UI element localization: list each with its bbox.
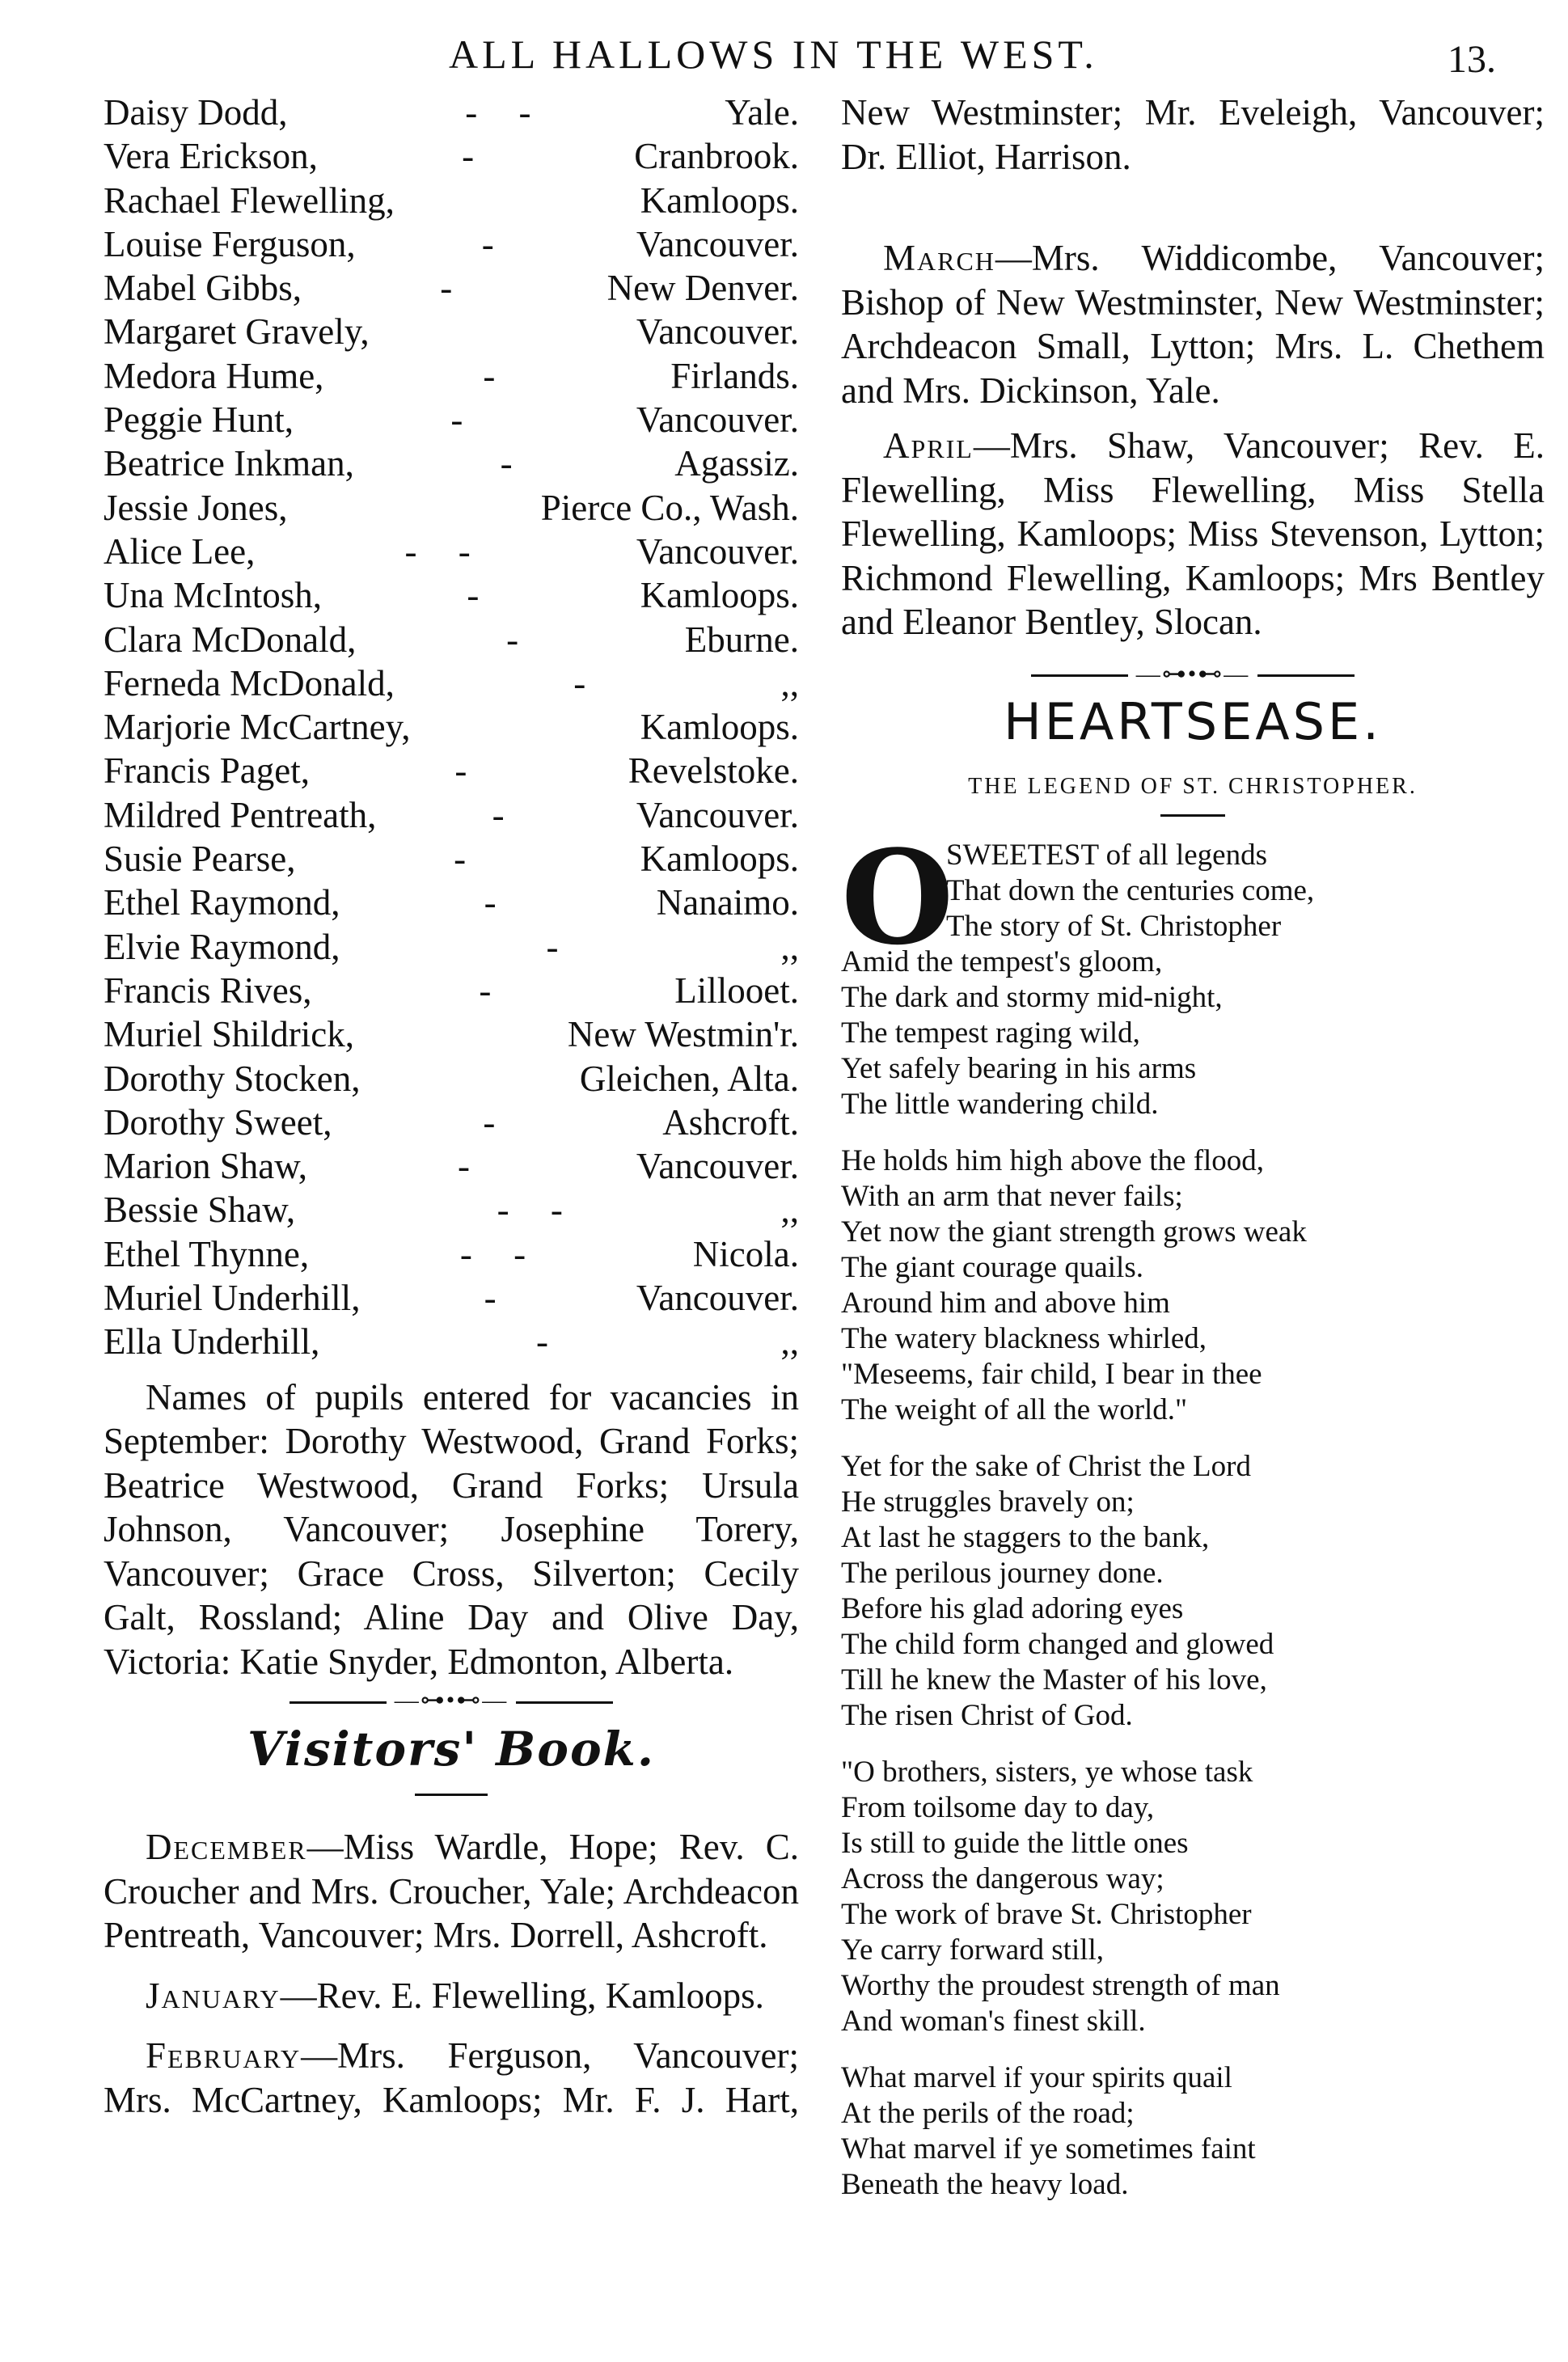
poem-stanza: [841, 1755, 1545, 2039]
poem-line: He struggles bravely on;: [841, 1485, 1135, 1519]
poem-line: With an arm that never fails;: [841, 1179, 1183, 1213]
pupil-row: [104, 1057, 799, 1101]
poem-line: "Meseems, fair child, I bear in thee: [841, 1357, 1262, 1391]
leader-dash: - -: [404, 530, 487, 572]
pupil-row: [104, 134, 799, 178]
pupil-place: Firlands.: [670, 355, 799, 396]
pupil-place: Lillooet.: [674, 970, 799, 1011]
poem-line: The weight of all the world.": [841, 1392, 1188, 1426]
pupil-name: Clara McDonald,: [104, 619, 357, 660]
poem-line: That down the centuries come,: [946, 873, 1315, 907]
pupil-name: Dorothy Sweet,: [104, 1101, 332, 1143]
leader-dash: - -: [465, 92, 547, 133]
poem-line: The little wandering child.: [841, 1087, 1159, 1121]
leader-dash: -: [457, 1146, 486, 1187]
visitor-text: —Mrs. Ferguson, Vancouver; Mrs. McCartney, Kamloops; Mr. F. J. Hart,: [104, 2035, 799, 2120]
leader-dash: -: [484, 1278, 513, 1319]
leader-dash: -: [450, 399, 480, 441]
pupil-place: Vancouver.: [636, 794, 799, 835]
february-continuation-text: [841, 91, 1545, 179]
pupil-place: Cranbrook.: [634, 136, 799, 177]
pupil-name: Louise Ferguson,: [104, 223, 356, 264]
visitor-entry: [841, 236, 1545, 412]
leader-dash: -: [484, 882, 513, 923]
visitor-text: —Mrs. Shaw, Vancouver; Rev. E. Flewelling, Miss Flewelling, Miss Stella Flewelling, Kamloops; Miss Stevenson, Lytton; Richmond Flewelling, Kamloops; Mrs Bentley and Eleanor Bentley, Slocan.: [841, 425, 1545, 642]
pupil-name: Jessie Jones,: [104, 487, 288, 528]
visitor-text: —Rev. E. Flewelling, Kamloops.: [280, 1975, 764, 2016]
visitors-entries-left: [104, 1825, 799, 2123]
poem-line: The perilous journey done.: [841, 1556, 1164, 1590]
pupil-row: [104, 661, 799, 705]
pupil-name: Margaret Gravely,: [104, 311, 370, 353]
pupil-place: Kamloops.: [640, 839, 799, 880]
right-column: [841, 91, 1545, 2224]
poem-line: Before his glad adoring eyes: [841, 1591, 1184, 1625]
pupil-name: Ella Underhill,: [104, 1321, 320, 1363]
pupil-place: Vancouver.: [636, 530, 799, 572]
poem-line: "O brothers, sisters, ye whose task: [841, 1755, 1253, 1789]
pupil-row: [104, 486, 799, 530]
drop-cap-o: O: [841, 821, 954, 974]
pupil-place: Vancouver.: [636, 311, 799, 353]
poem-line: Beneath the heavy load.: [841, 2167, 1129, 2201]
pupil-list: [104, 91, 799, 1364]
leader-dash: -: [483, 355, 512, 396]
pupil-row: [104, 1320, 799, 1363]
pupil-name: Marjorie McCartney,: [104, 707, 411, 748]
heartsease-title: HEARTSEASE.: [1004, 691, 1382, 751]
pupil-place: ,,: [780, 1321, 799, 1363]
rule-line: [1257, 674, 1355, 677]
pupil-place: Vancouver.: [636, 399, 799, 441]
pupil-place: Eburne.: [684, 619, 799, 660]
visitor-text: —Mrs. Widdicombe, Vancouver; Bishop of New Westminster, New Westminster; Archdeacon Small, Lytton; Mrs. L. Chethem and Mrs. Dickinson, Yale.: [841, 238, 1545, 411]
pupil-name: Medora Hume,: [104, 355, 324, 396]
pupil-row: [104, 969, 799, 1012]
pupil-row: [104, 837, 799, 881]
leader-dash: -: [500, 443, 529, 484]
visitors-book-title: Visitors' Book.: [247, 1722, 656, 1777]
ornament-glyph: —⊶•⊷—: [394, 1687, 509, 1714]
poem-line: Till he knew the Master of his love,: [841, 1663, 1267, 1696]
rule-line: [516, 1701, 613, 1704]
visitor-month: March: [883, 238, 995, 278]
poem-line: He holds him high above the flood,: [841, 1143, 1265, 1177]
poem-line: The giant courage quails.: [841, 1250, 1143, 1284]
visitor-month: February: [146, 2035, 302, 2077]
pupil-row: [104, 1188, 799, 1232]
pupil-place: Kamloops.: [640, 707, 799, 748]
pupil-name: Francis Paget,: [104, 750, 310, 792]
pupil-place: Gleichen, Alta.: [579, 1058, 799, 1099]
pupil-place: Ashcroft.: [662, 1101, 799, 1143]
pupil-place: ,,: [780, 926, 799, 967]
poem-line: At last he staggers to the bank,: [841, 1520, 1210, 1554]
pupil-row: [104, 1276, 799, 1320]
pupil-row: [104, 398, 799, 442]
pupil-place: Revelstoke.: [628, 750, 799, 792]
poem-line: And woman's finest skill.: [841, 2004, 1146, 2038]
rule-line: [1031, 674, 1128, 677]
pupil-row: [104, 573, 799, 617]
pupil-row: [104, 705, 799, 749]
pupil-row: [104, 1101, 799, 1144]
poem-line: Across the dangerous way;: [841, 1861, 1164, 1895]
pupil-row: [104, 354, 799, 398]
pupil-place: Nicola.: [692, 1233, 799, 1274]
poem-line: The watery blackness whirled,: [841, 1321, 1207, 1355]
visitor-entry: [104, 1974, 799, 2018]
page-header: [0, 31, 1568, 87]
pupil-row: [104, 618, 799, 661]
pupil-place: Pierce Co., Wash.: [540, 487, 799, 528]
pupil-name: Elvie Raymond,: [104, 926, 340, 967]
pupil-row: [104, 793, 799, 837]
poem-line: The child form changed and glowed: [841, 1627, 1274, 1661]
running-title: ALL HALLOWS IN THE WEST.: [449, 32, 1098, 77]
poem-line: SWEETEST of all legends: [946, 838, 1267, 872]
title-rule: [415, 1794, 488, 1796]
leader-dash: -: [535, 1321, 564, 1363]
pupil-row: [104, 91, 799, 134]
poem-line: Worthy the proudest strength of man: [841, 1968, 1280, 2002]
pupil-place: New Westmin'r.: [567, 1014, 799, 1055]
visitor-entry-february-continued: [841, 91, 1545, 225]
pupil-place: Vancouver.: [636, 1146, 799, 1187]
pupil-row: [104, 530, 799, 573]
pupil-name: Ferneda McDonald,: [104, 662, 395, 704]
pupil-name: Bessie Shaw,: [104, 1189, 296, 1231]
leader-dash: - -: [497, 1189, 579, 1231]
poem-line: Yet safely bearing in his arms: [841, 1051, 1197, 1085]
pupil-name: Una McIntosh,: [104, 575, 322, 616]
poem: [841, 821, 1545, 2203]
pupil-place: Vancouver.: [636, 1278, 799, 1319]
leader-dash: -: [481, 223, 510, 264]
leader-dash: -: [506, 619, 535, 660]
pupil-place: Vancouver.: [636, 223, 799, 264]
leader-dash: -: [462, 136, 491, 177]
pupil-place: ,,: [780, 1189, 799, 1231]
pupil-row: [104, 310, 799, 353]
pupil-row: [104, 222, 799, 266]
pupil-name: Ethel Raymond,: [104, 882, 340, 923]
leader-dash: -: [454, 750, 484, 792]
ornament-divider: [841, 662, 1545, 687]
poem-line: The work of brave St. Christopher: [841, 1897, 1252, 1931]
poem-stanza: [841, 1449, 1545, 1734]
poem-line: The tempest raging wild,: [841, 1016, 1140, 1050]
poem-line: What marvel if your spirits quail: [841, 2060, 1232, 2094]
visitor-month: April: [883, 425, 974, 466]
pupil-name: Muriel Shildrick,: [104, 1014, 354, 1055]
subtitle-rule: [1160, 814, 1225, 817]
visitor-month: December: [146, 1827, 307, 1868]
poem-line: Yet now the giant strength grows weak: [841, 1215, 1307, 1249]
visitor-entry: [841, 424, 1545, 644]
left-column: [104, 91, 799, 2123]
pupil-name: Dorothy Stocken,: [104, 1058, 361, 1099]
pupil-place: Nanaimo.: [656, 882, 799, 923]
poem-subtitle: THE LEGEND OF ST. CHRISTOPHER.: [968, 773, 1418, 799]
pupil-place: Kamloops.: [640, 180, 799, 221]
page-number: 13.: [1448, 38, 1496, 81]
poem-stanza: [841, 2060, 1545, 2203]
pupil-name: Vera Erickson,: [104, 136, 318, 177]
leader-dash: -: [492, 794, 521, 835]
pupil-row: [104, 266, 799, 310]
rule-line: [290, 1701, 387, 1704]
leader-dash: -: [479, 970, 508, 1011]
pupil-name: Alice Lee,: [104, 530, 256, 572]
pupil-place: Yale.: [725, 92, 799, 133]
visitor-entry: [104, 1825, 799, 1958]
leader-dash: -: [454, 839, 483, 880]
pupil-row: [104, 881, 799, 924]
pupil-name: Peggie Hunt,: [104, 399, 294, 441]
ornament-glyph: —⊶•⊷—: [1135, 660, 1250, 687]
pupil-place: ,,: [780, 662, 799, 704]
poem-line: The story of St. Christopher: [946, 909, 1282, 943]
pupil-place: New Denver.: [606, 268, 799, 309]
pupil-name: Daisy Dodd,: [104, 92, 288, 133]
pupil-row: [104, 442, 799, 485]
poem-stanzas: [841, 1143, 1545, 2203]
poem-line: Yet for the sake of Christ the Lord: [841, 1449, 1251, 1483]
vacancies-paragraph: Names of pupils entered for vacancies in September: Dorothy Westwood, Grand Forks; Beatrice Westwood, Grand Forks; Ursula Johnson, Vancouver; Josephine Torery, Vancouver; Grace Cross, Silverton; Cecily Galt, Rossland; Aline Day and Olive Day, Victoria: Katie Snyder, Edmonton, Alberta.: [104, 1376, 799, 1682]
poem-line: Ye carry forward still,: [841, 1933, 1105, 1967]
leader-dash: - -: [459, 1233, 543, 1274]
poem-line: Is still to guide the little ones: [841, 1826, 1189, 1860]
pupil-row: [104, 1144, 799, 1188]
leader-dash: -: [573, 662, 602, 704]
ornament-divider: [104, 1688, 799, 1713]
poem-line: Amid the tempest's gloom,: [841, 944, 1163, 978]
poem-stanza: [841, 821, 1545, 1122]
poem-line: The dark and stormy mid-night,: [841, 980, 1223, 1014]
pupil-name: Mildred Pentreath,: [104, 794, 377, 835]
leader-dash: -: [440, 268, 469, 309]
poem-line: From toilsome day to day,: [841, 1790, 1155, 1824]
pupil-name: Marion Shaw,: [104, 1146, 308, 1187]
visitor-month: January: [146, 1975, 281, 2016]
pupil-name: Mabel Gibbs,: [104, 268, 302, 309]
pupil-row: [104, 1012, 799, 1056]
poem-line: At the perils of the road;: [841, 2096, 1135, 2130]
poem-stanza: [841, 1143, 1545, 1428]
leader-dash: -: [467, 575, 496, 616]
pupil-name: Muriel Underhill,: [104, 1278, 361, 1319]
pupil-row: [104, 749, 799, 792]
visitor-entry-february-start: [104, 2034, 799, 2123]
poem-line: The risen Christ of God.: [841, 1698, 1133, 1732]
leader-dash: -: [546, 926, 575, 967]
pupil-name: Beatrice Inkman,: [104, 443, 354, 484]
poem-line: What marvel if ye sometimes faint: [841, 2132, 1256, 2166]
pupil-place: Kamloops.: [640, 575, 799, 616]
pupil-place: Agassiz.: [674, 443, 799, 484]
pupil-row: [104, 925, 799, 969]
pupil-name: Susie Pearse,: [104, 839, 296, 880]
visitor-text: New Westminster; Mr. Eveleigh, Vancouver; Dr. Elliot, Harrison.: [841, 92, 1545, 177]
pupil-name: Rachael Flewelling,: [104, 180, 395, 221]
pupil-row: [104, 1232, 799, 1276]
visitor-text: —Miss Wardle, Hope; Rev. C. Croucher and Mrs. Croucher, Yale; Archdeacon Pentreath, Vancouver; Mrs. Dorrell, Ashcroft.: [104, 1827, 799, 1956]
leader-dash: -: [483, 1101, 512, 1143]
poem-line: Around him and above him: [841, 1286, 1170, 1320]
pupil-name: Francis Rives,: [104, 970, 312, 1011]
pupil-row: [104, 179, 799, 222]
pupil-name: Ethel Thynne,: [104, 1233, 310, 1274]
